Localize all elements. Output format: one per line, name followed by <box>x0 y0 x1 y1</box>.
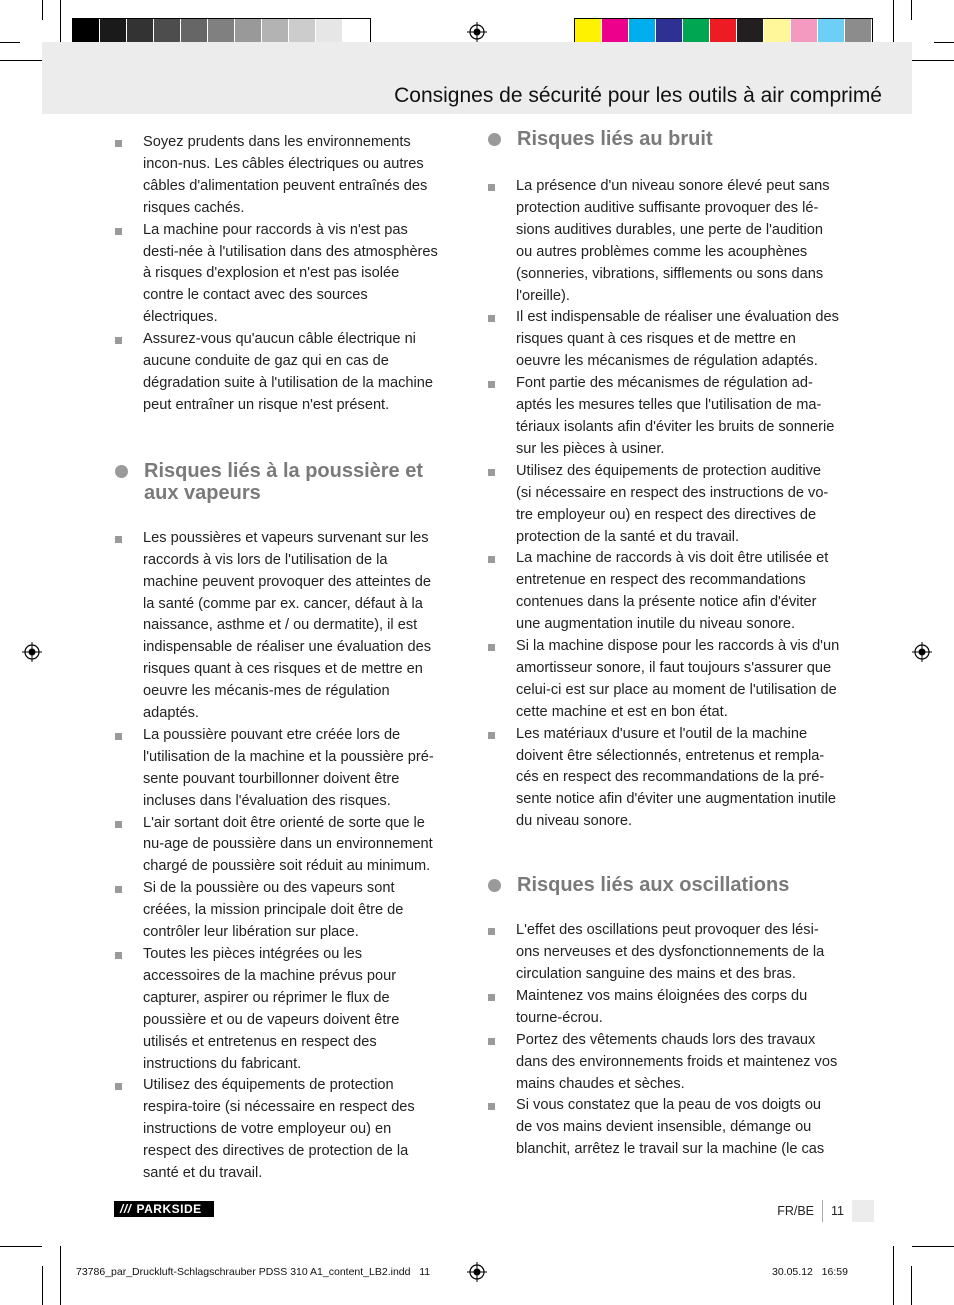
left-column <box>115 132 440 1185</box>
list-item: Assurez-vous qu'aucun câble électrique ni aucune conduite de gaz qui en cas de dégradation suite à l'utilisation de la machine peut entraîner un risque n'est présent. <box>115 329 440 417</box>
list-item: Soyez prudents dans les environnements incon-nus. Les câbles électriques ou autres câbles d'alimentation peuvent entraînés des risques cachés. <box>115 132 440 220</box>
bullet-square-icon <box>488 732 495 739</box>
dust-list <box>115 528 440 1185</box>
list-item: Les poussières et vapeurs survenant sur les raccords à vis lors de l'utilisation de la machine peuvent provoquer des atteintes de la santé (comme par ex. cancer, défaut à la naissance, asthme et / ou dermatite), il est indispensable de réaliser une évaluation des risques quant à ces risques et de mettre en oeuvre les mécanis-mes de régulation adaptés. <box>115 528 440 725</box>
crop-mark <box>60 1246 61 1305</box>
bullet-square-icon <box>115 886 122 893</box>
crop-mark <box>912 1246 954 1247</box>
brand-logo: /// PARKSIDE <box>114 1201 214 1217</box>
bullet-square-icon <box>115 1083 122 1090</box>
crop-mark <box>912 60 954 61</box>
page-number: 11 <box>831 1204 844 1218</box>
bullet-circle-icon <box>488 879 501 892</box>
section-heading-dust: Risques liés à la poussière et aux vapeurs <box>115 460 440 504</box>
bullet-square-icon <box>488 184 495 191</box>
bullet-square-icon <box>488 994 495 1001</box>
slug-filename: 73786_par_Druckluft-Schlagschrauber PDSS 310 A1_content_LB2.indd 11 <box>76 1266 431 1278</box>
list-item: La présence d'un niveau sonore élevé peut sans protection auditive suffisante provoquer des lé-sions auditives durables, une perte de l'audition ou autres problèmes comme les acouphènes (sonneries, vibrations, sifflements ou sons dans l'oreille). <box>488 176 840 307</box>
bullet-square-icon <box>115 952 122 959</box>
crop-mark <box>0 1246 42 1247</box>
page-title: Consignes de sécurité pour les outils à air comprimé <box>394 84 882 107</box>
bullet-square-icon <box>115 228 122 235</box>
list-item: L'air sortant doit être orienté de sorte que le nu-age de poussière dans un environnement chargé de poussière soit réduit au minimum. <box>115 813 440 879</box>
registration-mark-icon <box>912 642 932 662</box>
bullet-square-icon <box>115 337 122 344</box>
list-item: Si vous constatez que la peau de vos doigts ou de vos mains devient insensible, démange ou blanchit, arrêtez le travail sur la machine (le cas <box>488 1095 840 1161</box>
slug-datetime: 30.05.12 16:59 <box>772 1266 848 1278</box>
bullet-square-icon <box>115 536 122 543</box>
list-item: Si la machine dispose pour les raccords à vis d'un amortisseur sonore, il faut toujours s'assurer que celui-ci est sur place au moment de l'utilisation de cette machine et est en bon état. <box>488 636 840 724</box>
crop-mark <box>911 0 912 20</box>
crop-mark <box>42 1266 43 1305</box>
list-item: Font partie des mécanismes de régulation ad-aptés les mesures telles que l'utilisation de ma-tériaux isolants afin d'éviter les bruits de sonnerie sur les pièces à usiner. <box>488 373 840 461</box>
right-column <box>488 128 840 1161</box>
bullet-square-icon <box>488 1038 495 1045</box>
bullet-square-icon <box>488 469 495 476</box>
bullet-square-icon <box>115 140 122 147</box>
page-info <box>777 1200 874 1222</box>
bullet-square-icon <box>115 821 122 828</box>
bullet-circle-icon <box>488 133 501 146</box>
crop-mark <box>0 60 42 61</box>
registration-mark-icon <box>22 642 42 662</box>
list-item: La poussière pouvant etre créée lors de l'utilisation de la machine et la poussière pré-sente pouvant tourbillonner doivent être incluses dans l'évaluation des risques. <box>115 725 440 813</box>
bullet-square-icon <box>488 644 495 651</box>
list-item: Il est indispensable de réaliser une évaluation des risques quant à ces risques et de mettre en oeuvre les mécanismes de régulation adaptés. <box>488 307 840 373</box>
noise-list <box>488 176 840 833</box>
bullet-circle-icon <box>115 465 128 478</box>
section-heading-vibration: Risques liés aux oscillations <box>488 874 840 896</box>
list-item: La machine de raccords à vis doit être utilisée et entretenue en respect des recommandations contenues dans la présente notice afin d'éviter une augmentation inutile du niveau sonore. <box>488 548 840 636</box>
bullet-square-icon <box>488 928 495 935</box>
divider <box>822 1200 823 1222</box>
registration-mark-icon <box>467 1262 487 1282</box>
list-item: Maintenez vos mains éloignées des corps du tourne-écrou. <box>488 986 840 1030</box>
vibration-list <box>488 920 840 1161</box>
locale-label: FR/BE <box>777 1204 815 1218</box>
crop-mark <box>42 0 43 20</box>
list-item: La machine pour raccords à vis n'est pas desti-née à l'utilisation dans des atmosphères à risques d'explosion et n'est pas isolée contre le contact avec des sources électriques. <box>115 220 440 330</box>
bullet-square-icon <box>488 556 495 563</box>
crop-mark <box>934 42 954 43</box>
list-item: Les matériaux d'usure et l'outil de la machine doivent être sélectionnés, entretenus et rempla-cés en respect des recommandations de la pré-sente notice afin d'éviter une augmentation inutile du niveau sonore. <box>488 724 840 834</box>
crop-mark <box>0 42 20 43</box>
crop-mark <box>893 1246 894 1305</box>
bullet-square-icon <box>488 381 495 388</box>
section-heading-noise: Risques liés au bruit <box>488 128 840 150</box>
bullet-square-icon <box>115 733 122 740</box>
crop-mark <box>911 1266 912 1305</box>
list-item: Toutes les pièces intégrées ou les accessoires de la machine prévus pour capturer, aspirer ou réprimer le flux de poussière et ou de vapeurs doivent être utilisés et entretenus en respect des instructions du fabricant. <box>115 944 440 1075</box>
list-item: Utilisez des équipements de protection respira-toire (si nécessaire en respect des instructions de votre employeur ou) en respect des directives de protection de la santé et du travail. <box>115 1075 440 1185</box>
page-tab <box>852 1200 874 1222</box>
bullet-square-icon <box>488 315 495 322</box>
list-item: L'effet des oscillations peut provoquer des lési-ons nerveuses et des dysfonctionnements de la circulation sanguine des mains et des bras. <box>488 920 840 986</box>
list-item: Portez des vêtements chauds lors des travaux dans des environnements froids et maintenez vos mains chaudes et sèches. <box>488 1030 840 1096</box>
intro-list <box>115 132 440 417</box>
list-item: Si de la poussière ou des vapeurs sont créées, la mission principale doit être de contrôler leur libération sur place. <box>115 878 440 944</box>
registration-mark-icon <box>467 22 487 42</box>
bullet-square-icon <box>488 1103 495 1110</box>
list-item: Utilisez des équipements de protection auditive (si nécessaire en respect des instructions de vo-tre employeur ou) en respect des directives de protection de la santé et du travail. <box>488 461 840 549</box>
